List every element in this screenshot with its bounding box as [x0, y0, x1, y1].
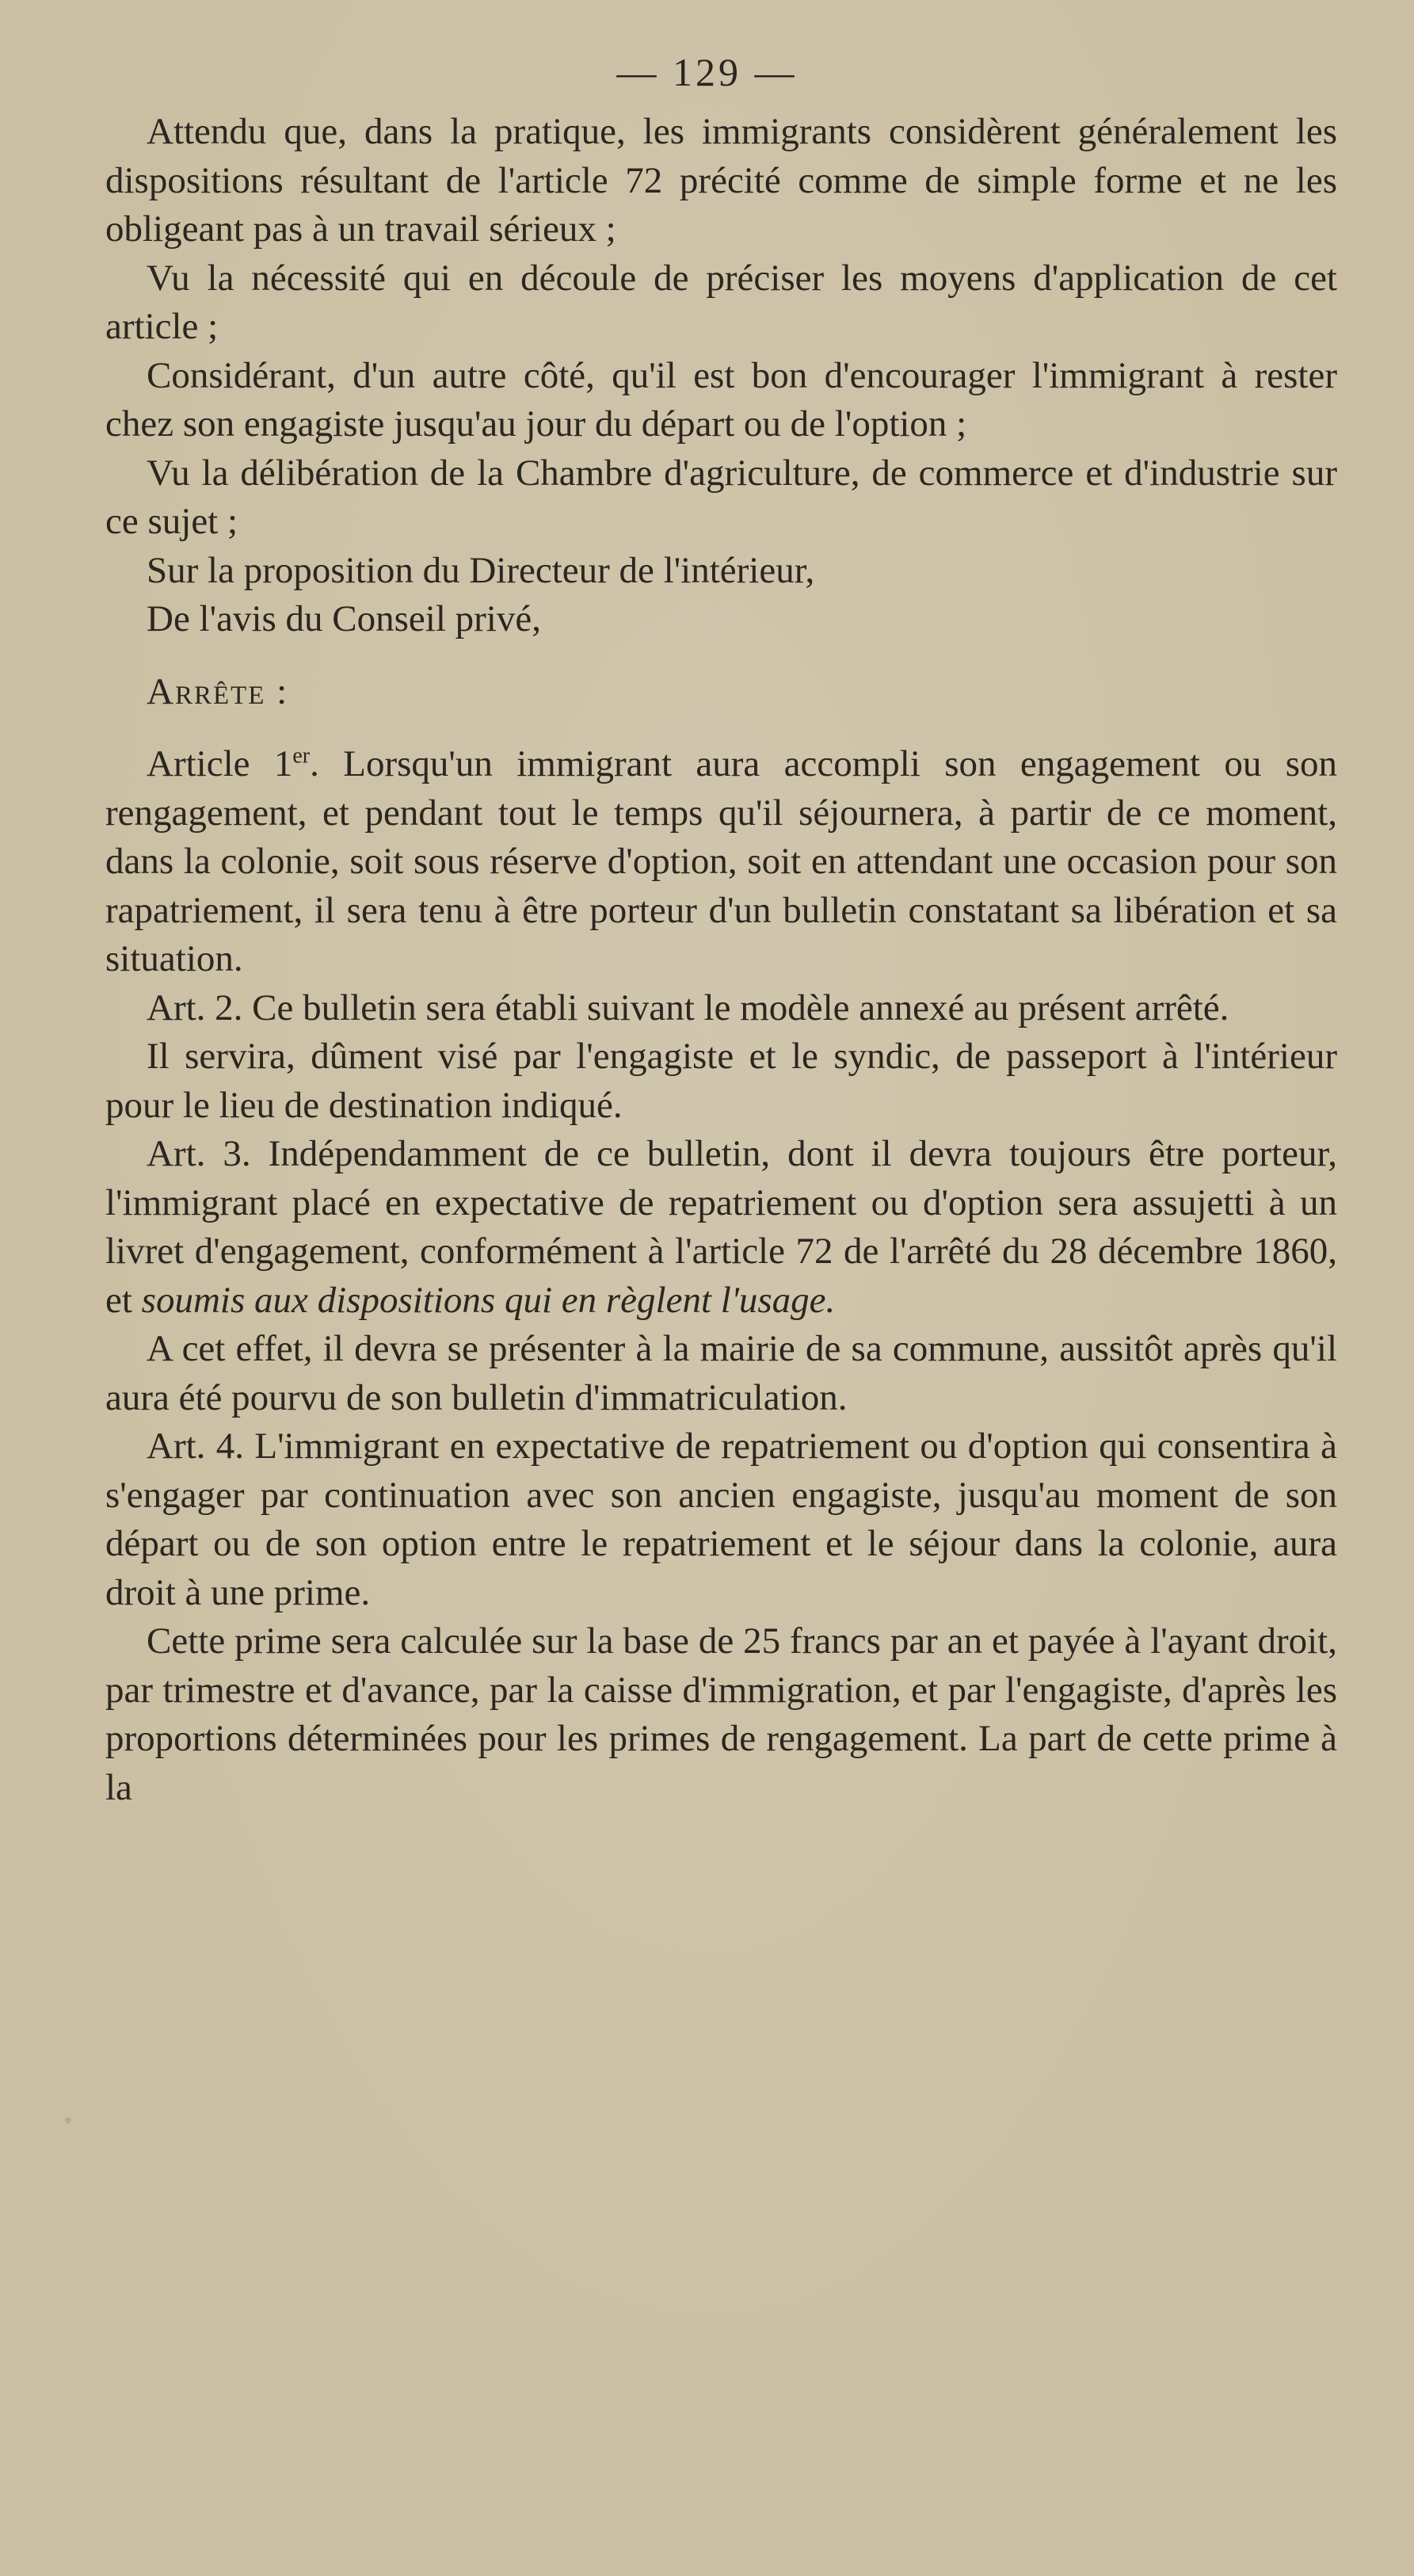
- paragraph-avis: De l'avis du Conseil privé,: [147, 598, 541, 639]
- article-3: [105, 1130, 1337, 1325]
- heading-arrete: [105, 668, 1337, 717]
- article-4: Art. 4. L'immigrant en expectative de repatriement ou d'option qui consentira à s'engager par continuation avec son ancien engagiste, jusqu'au moment de son départ ou de son option entre le repatriement et le séjour dans la colonie, aura droit à une prime.: [105, 1425, 1337, 1613]
- document-body: [105, 108, 1337, 1812]
- article-3-text: Art. 3. Indépendamment de ce bulletin, dont il devra toujours être porteur, l'immigrant placé en expectative de repatriement ou d'option sera assujetti à un livret d'engagement, conformément à l'article 72 de l'arrêté du 28 décembre 1860, et: [105, 1133, 1337, 1321]
- article-4-continuation: Cette prime sera calculée sur la base de 25 francs par an et payée à l'ayant droit, par trimestre et d'avance, par la caisse d'immigration, et par l'engagiste, d'après les proportions déterminées pour les primes de rengagement. La part de cette prime à la: [105, 1620, 1337, 1808]
- article-1-superscript: er: [292, 743, 311, 769]
- paragraph-vu-necessite: Vu la nécessité qui en découle de préciser les moyens d'application de cet article ;: [105, 257, 1337, 347]
- article-1-label: Article 1: [147, 743, 293, 784]
- article-3-italic-text: soumis aux dispositions qui en règlent l'usage.: [141, 1279, 836, 1321]
- article-3-continuation: A cet effet, il devra se présenter à la mairie de sa commune, aussitôt après qu'il aura été pourvu de son bulletin d'immatriculation.: [105, 1328, 1337, 1418]
- paragraph-vu-deliberation: Vu la délibération de la Chambre d'agriculture, de commerce et d'industrie sur ce sujet ;: [105, 452, 1337, 542]
- paragraph-attendu: Attendu que, dans la pratique, les immigrants considèrent généralement les dispositions résultant de l'article 72 précité comme de simple forme et ne les obligeant pas à un travail sérieux ;: [105, 111, 1337, 250]
- arrete-label: Arrête :: [147, 670, 289, 712]
- article-2: Art. 2. Ce bulletin sera établi suivant le modèle annexé au présent arrêté.: [147, 987, 1229, 1028]
- article-1: [105, 740, 1337, 984]
- article-1-text: . Lorsqu'un immigrant aura accompli son engagement ou son rengagement, et pendant tout le temps qu'il séjournera, à partir de ce moment, dans la colonie, soit sous réserve d'option, soit en attendant une occasion pour son rapatriement, il sera tenu à être porteur d'un bulletin constatant sa libération et sa situation.: [105, 743, 1337, 979]
- page-number: — 129 —: [616, 50, 798, 94]
- paragraph-proposition: Sur la proposition du Directeur de l'intérieur,: [147, 549, 815, 591]
- paragraph-considerant: Considérant, d'un autre côté, qu'il est bon d'encourager l'immigrant à rester chez son engagiste jusqu'au jour du départ ou de l'option ;: [105, 354, 1337, 445]
- paper-speck: [65, 2117, 71, 2124]
- article-2-continuation: Il servira, dûment visé par l'engagiste et le syndic, de passeport à l'intérieur pour le lieu de destination indiqué.: [105, 1036, 1337, 1126]
